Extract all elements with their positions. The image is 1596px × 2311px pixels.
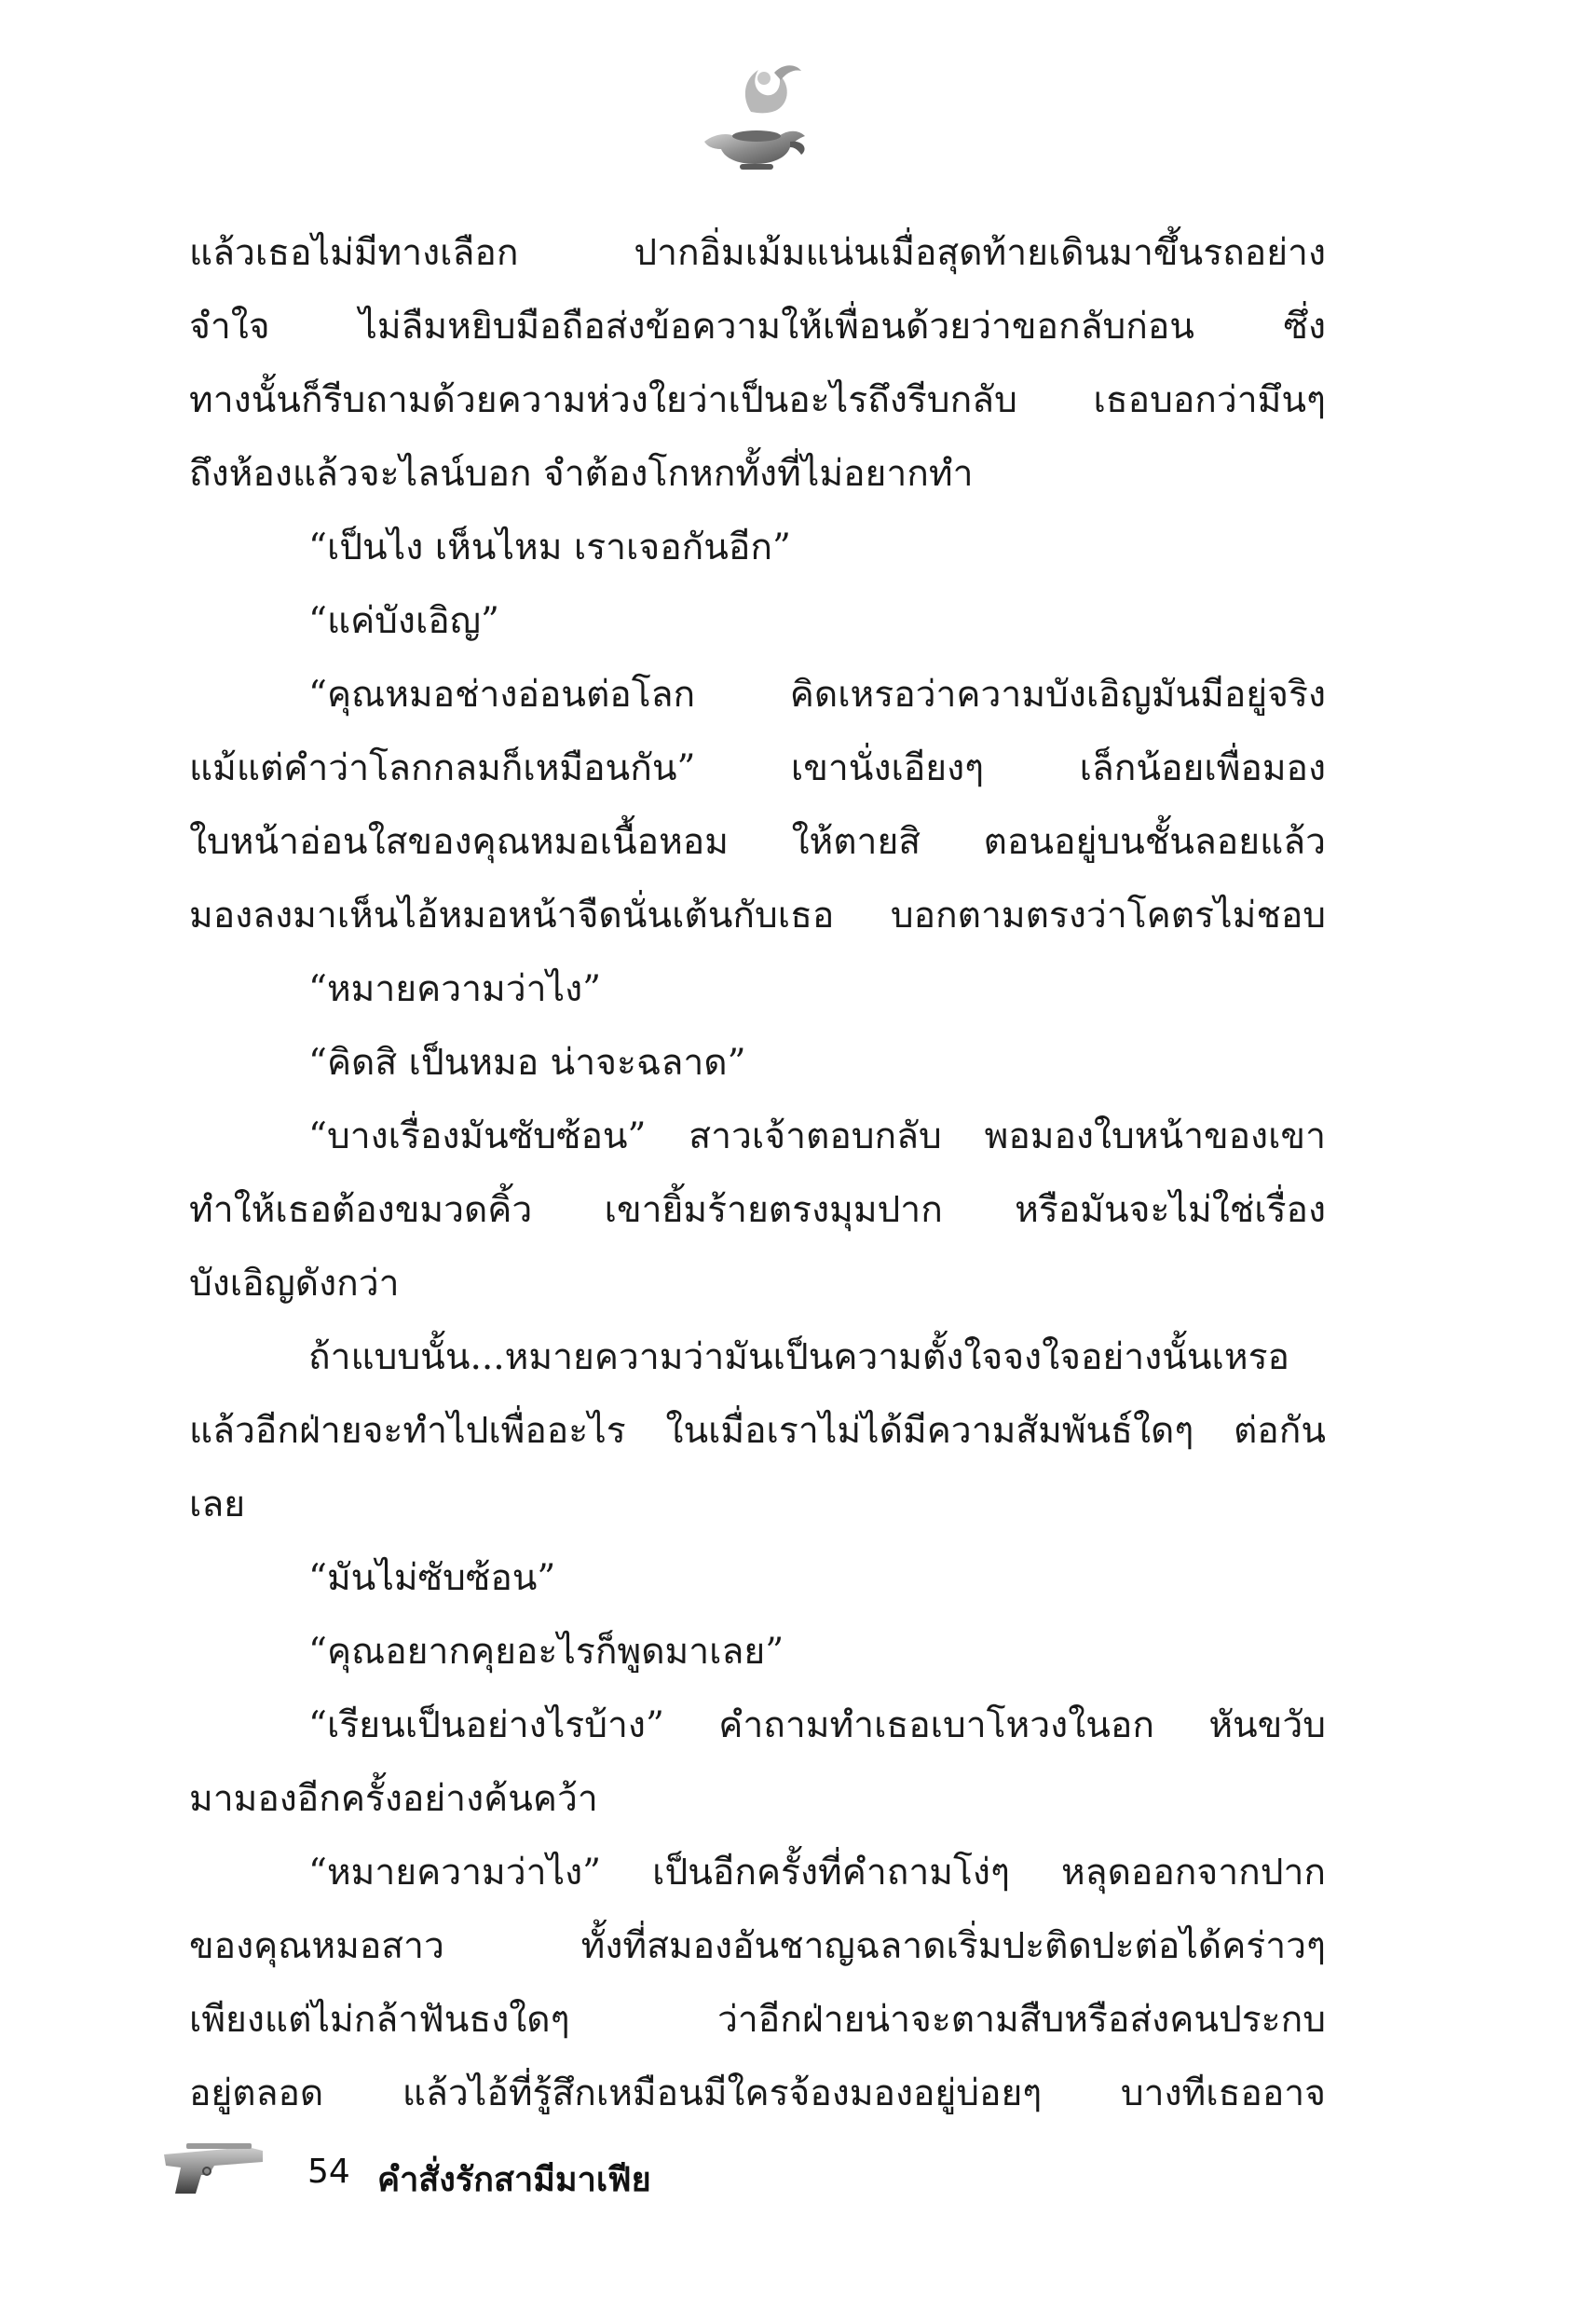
text-line: “คิดสิ เป็นหมอ น่าจะฉลาด”: [308, 1042, 746, 1084]
text-line: “เรียนเป็นอย่างไรบ้าง” คำถามทำเธอเบาโหวงในอก หันขวับ: [308, 1704, 1326, 1746]
pistol-icon: [158, 2134, 270, 2199]
text-line: ทำให้เธอต้องขมวดคิ้ว เขายิ้มร้ายตรงมุมปาก หรือมันจะไม่ใช่เรื่อง: [189, 1189, 1326, 1231]
text-line: มองลงมาเห็นไอ้หมอหน้าจืดนั่นเต้นกับเธอ บอกตามตรงว่าโคตรไม่ชอบ: [189, 895, 1326, 937]
text-line: จำใจ ไม่ลืมหยิบมือถือส่งข้อความให้เพื่อนด้วยว่าขอกลับก่อน ซึ่ง: [189, 306, 1326, 348]
text-line: “คุณอยากคุยอะไรก็พูดมาเลย”: [308, 1631, 784, 1673]
text-line: แม้แต่คำว่าโลกกลมก็เหมือนกัน” เขานั่งเอียงๆ เล็กน้อยเพื่อมอง: [189, 747, 1326, 789]
body-text: [189, 216, 1326, 2130]
book-title: คำสั่งรักสามีมาเฟีย: [377, 2161, 651, 2199]
genie-lamp-icon: [686, 56, 825, 177]
text-line: บังเอิญดังกว่า: [189, 1263, 400, 1305]
text-line: แล้วเธอไม่มีทางเลือก ปากอิ่มเม้มแน่นเมื่อสุดท้ายเดินมาขึ้นรถอย่าง: [189, 232, 1326, 274]
text-line: “แค่บังเอิญ”: [308, 600, 499, 642]
text-line: “หมายความว่าไง” เป็นอีกครั้งที่คำถามโง่ๆ หลุดออกจากปาก: [308, 1852, 1326, 1894]
text-line: มามองอีกครั้งอย่างค้นคว้า: [189, 1778, 598, 1820]
text-line: ถ้าแบบนั้น...หมายความว่ามันเป็นความตั้งใจจงใจอย่างนั้นเหรอ: [308, 1336, 1289, 1378]
page-footer: [158, 2134, 811, 2218]
page-number: 54: [307, 2153, 350, 2191]
text-line: ใบหน้าอ่อนใสของคุณหมอเนื้อหอม ให้ตายสิ ตอนอยู่บนชั้นลอยแล้ว: [189, 821, 1326, 863]
text-line: อยู่ตลอด แล้วไอ้ที่รู้สึกเหมือนมีใครจ้องมองอยู่บ่อยๆ บางทีเธออาจ: [189, 2072, 1326, 2114]
text-line: “บางเรื่องมันซับซ้อน” สาวเจ้าตอบกลับ พอมองใบหน้าของเขา: [308, 1115, 1326, 1157]
text-line: ของคุณหมอสาว ทั้งที่สมองอันชาญฉลาดเริ่มปะติดปะต่อได้คร่าวๆ: [189, 1925, 1326, 1967]
text-line: เลย: [189, 1484, 246, 1525]
text-line: เพียงแต่ไม่กล้าฟันธงใดๆ ว่าอีกฝ่ายน่าจะตามสืบหรือส่งคนประกบ: [189, 1999, 1326, 2041]
text-line: ทางนั้นก็รีบถามด้วยความห่วงใยว่าเป็นอะไรถึงรีบกลับ เธอบอกว่ามึนๆ: [189, 379, 1326, 421]
text-line: “เป็นไง เห็นไหม เราเจอกันอีก”: [308, 526, 791, 568]
text-line: ถึงห้องแล้วจะไลน์บอก จำต้องโกหกทั้งที่ไม่อยากทำ: [189, 453, 974, 495]
text-line: แล้วอีกฝ่ายจะทำไปเพื่ออะไร ในเมื่อเราไม่ได้มีความสัมพันธ์ใดๆ ต่อกัน: [189, 1410, 1326, 1452]
text-line: “มันไม่ซับซ้อน”: [308, 1557, 556, 1599]
text-line: “คุณหมอช่างอ่อนต่อโลก คิดเหรอว่าความบังเอิญมันมีอยู่จริง: [308, 674, 1326, 716]
text-line: “หมายความว่าไง”: [308, 968, 602, 1010]
